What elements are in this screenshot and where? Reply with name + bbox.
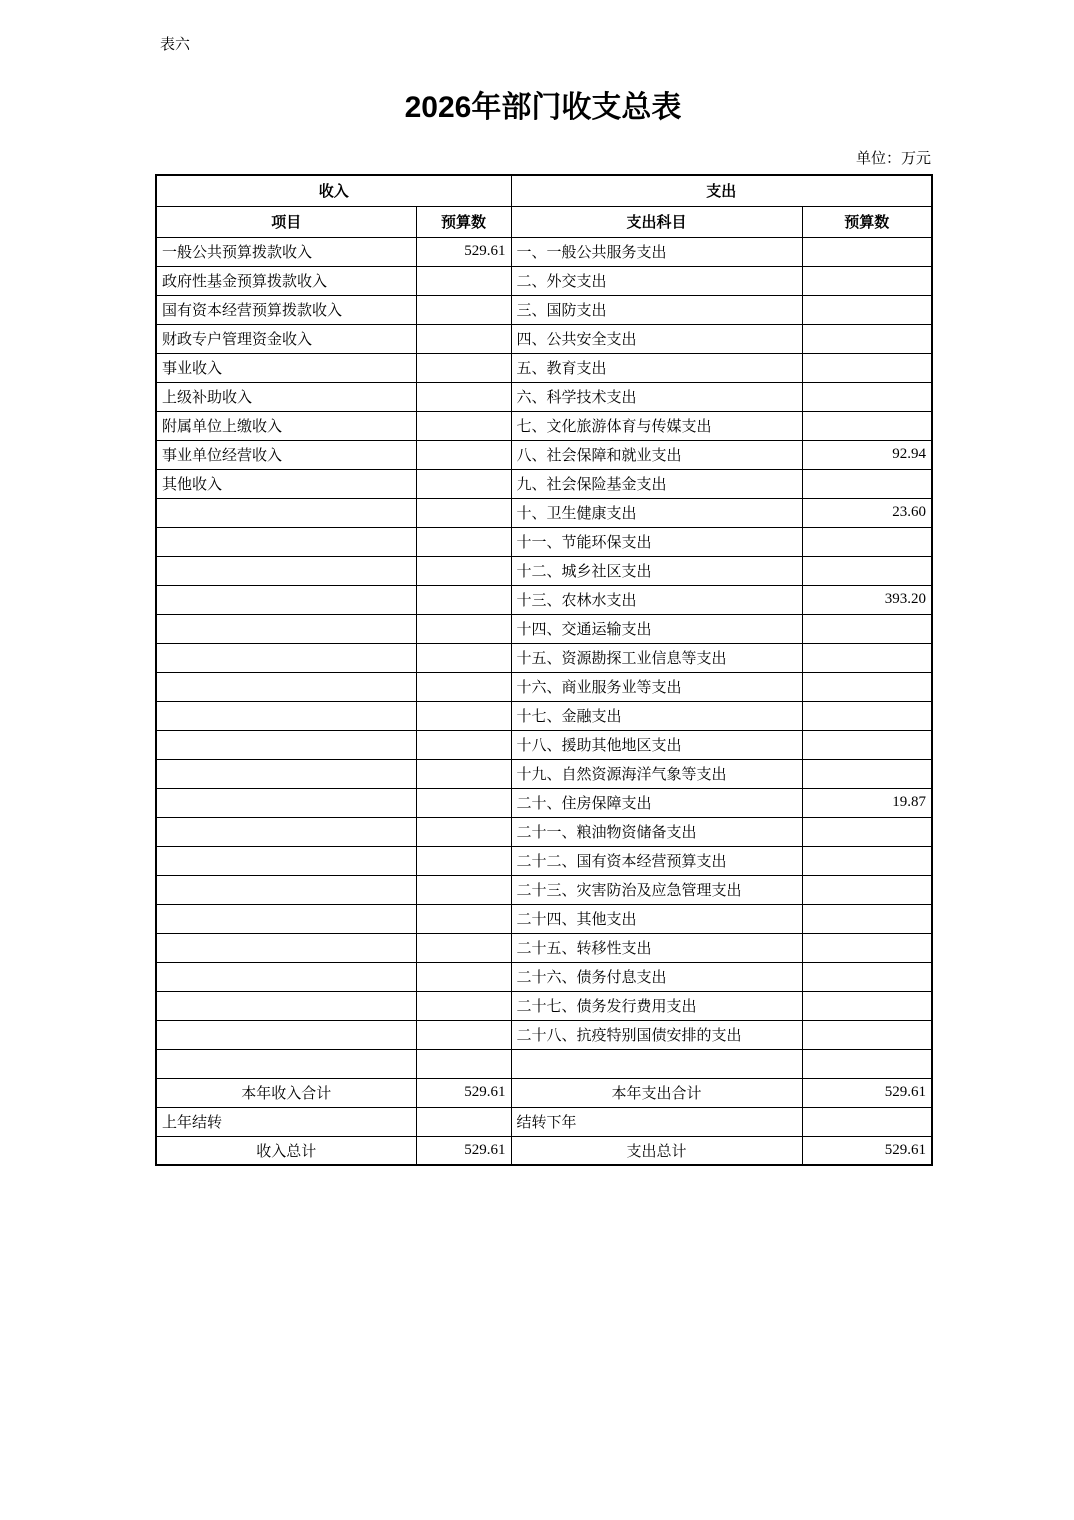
expense-item-cell: 十七、金融支出 (511, 701, 802, 730)
expense-item-cell: 二十八、抗疫特别国债安排的支出 (511, 1020, 802, 1049)
income-value-cell (416, 382, 511, 411)
expense-value-cell (802, 904, 932, 933)
table-row (156, 991, 932, 1020)
expense-value-cell (802, 353, 932, 382)
expense-item-cell: 八、社会保障和就业支出 (511, 440, 802, 469)
table-row (156, 469, 932, 498)
table-row (156, 1020, 932, 1049)
expense-item-cell: 九、社会保险基金支出 (511, 469, 802, 498)
income-value-cell (416, 904, 511, 933)
expense-item-cell: 十一、节能环保支出 (511, 527, 802, 556)
page-title: 2026年部门收支总表 (404, 91, 682, 124)
table-row (156, 730, 932, 759)
income-value-cell (416, 527, 511, 556)
income-value-cell (416, 324, 511, 353)
income-item-cell: 上级补助收入 (156, 382, 416, 411)
income-value-cell (416, 817, 511, 846)
expense-value-cell (802, 730, 932, 759)
income-value-cell (416, 991, 511, 1020)
expense-value-cell (802, 266, 932, 295)
income-value-cell: 529.61 (416, 1078, 511, 1107)
expense-item-cell: 三、国防支出 (511, 295, 802, 324)
expense-value-cell (802, 875, 932, 904)
income-item-cell (156, 817, 416, 846)
income-value-cell (416, 643, 511, 672)
table-row (156, 846, 932, 875)
income-value-cell (416, 1020, 511, 1049)
income-value-cell (416, 411, 511, 440)
table-body (156, 237, 932, 1165)
expense-value-cell (802, 556, 932, 585)
expense-item-cell: 二十五、转移性支出 (511, 933, 802, 962)
expense-value-cell (802, 469, 932, 498)
table-row (156, 817, 932, 846)
income-value-cell (416, 672, 511, 701)
table-row (156, 788, 932, 817)
income-value-cell (416, 295, 511, 324)
expense-item-cell: 二十、住房保障支出 (511, 788, 802, 817)
income-item-cell (156, 933, 416, 962)
income-item-cell: 财政专户管理资金收入 (156, 324, 416, 353)
expense-value-cell (802, 324, 932, 353)
expense-value-cell (802, 643, 932, 672)
income-value-cell: 529.61 (416, 1136, 511, 1165)
income-item-cell (156, 875, 416, 904)
income-item-cell (156, 788, 416, 817)
income-item-cell (156, 759, 416, 788)
table-row (156, 904, 932, 933)
expense-item-cell: 二十六、债务付息支出 (511, 962, 802, 991)
table-row (156, 440, 932, 469)
income-item-cell: 收入总计 (156, 1136, 416, 1165)
income-item-cell (156, 1020, 416, 1049)
income-item-cell (156, 498, 416, 527)
expense-item-cell: 支出总计 (511, 1136, 802, 1165)
expense-value-cell: 19.87 (802, 788, 932, 817)
expense-value-cell (802, 527, 932, 556)
table-row (156, 527, 932, 556)
expense-item-cell: 二十一、粮油物资储备支出 (511, 817, 802, 846)
expense-item-cell: 十九、自然资源海洋气象等支出 (511, 759, 802, 788)
income-item-cell: 国有资本经营预算拨款收入 (156, 295, 416, 324)
income-item-cell (156, 701, 416, 730)
income-value-cell (416, 730, 511, 759)
expense-value-cell (802, 817, 932, 846)
expense-item-cell (511, 1049, 802, 1078)
table-header (156, 175, 932, 237)
expense-item-cell: 二十四、其他支出 (511, 904, 802, 933)
expense-value-cell (802, 933, 932, 962)
table-row (156, 875, 932, 904)
expense-item-cell: 十六、商业服务业等支出 (511, 672, 802, 701)
expense-value-cell (802, 1107, 932, 1136)
table-row (156, 933, 932, 962)
table-row (156, 237, 932, 266)
column-header-row (156, 206, 932, 237)
table-row (156, 701, 932, 730)
income-item-cell: 其他收入 (156, 469, 416, 498)
income-item-cell (156, 991, 416, 1020)
expense-item-cell: 十、卫生健康支出 (511, 498, 802, 527)
expense-item-cell: 二、外交支出 (511, 266, 802, 295)
expense-value-cell: 393.20 (802, 585, 932, 614)
expense-value-cell (802, 759, 932, 788)
expense-value-cell (802, 991, 932, 1020)
income-value-cell (416, 788, 511, 817)
expense-value-cell (802, 1020, 932, 1049)
table-row (156, 962, 932, 991)
income-item-cell: 上年结转 (156, 1107, 416, 1136)
income-item-cell (156, 1049, 416, 1078)
table-row (156, 324, 932, 353)
expense-value-cell (802, 411, 932, 440)
income-value-cell (416, 440, 511, 469)
income-budget-header: 预算数 (416, 206, 511, 237)
expense-value-cell (802, 701, 932, 730)
expense-item-cell: 十二、城乡社区支出 (511, 556, 802, 585)
income-item-cell (156, 904, 416, 933)
expense-item-cell: 五、教育支出 (511, 353, 802, 382)
group-header-row (156, 175, 932, 206)
income-item-cell (156, 730, 416, 759)
expense-value-cell (802, 237, 932, 266)
expense-item-cell: 一、一般公共服务支出 (511, 237, 802, 266)
income-value-cell (416, 556, 511, 585)
expense-value-cell (802, 962, 932, 991)
expense-item-cell: 十三、农林水支出 (511, 585, 802, 614)
income-group-header: 收入 (156, 175, 511, 206)
expense-item-cell: 二十七、债务发行费用支出 (511, 991, 802, 1020)
income-item-cell (156, 643, 416, 672)
expense-item-cell: 四、公共安全支出 (511, 324, 802, 353)
income-item-cell (156, 614, 416, 643)
income-item-cell: 事业单位经营收入 (156, 440, 416, 469)
expense-item-cell: 十四、交通运输支出 (511, 614, 802, 643)
income-value-cell (416, 498, 511, 527)
income-item-cell (156, 585, 416, 614)
expense-item-cell: 二十二、国有资本经营预算支出 (511, 846, 802, 875)
income-value-cell (416, 1107, 511, 1136)
income-item-cell: 一般公共预算拨款收入 (156, 237, 416, 266)
table-row (156, 295, 932, 324)
expense-value-cell (802, 1049, 932, 1078)
table-row (156, 266, 932, 295)
income-item-header: 项目 (156, 206, 416, 237)
table-row (156, 672, 932, 701)
income-item-cell (156, 962, 416, 991)
table-row (156, 411, 932, 440)
expense-value-cell (802, 614, 932, 643)
expense-item-cell: 本年支出合计 (511, 1078, 802, 1107)
income-item-cell (156, 846, 416, 875)
expense-item-cell: 二十三、灾害防治及应急管理支出 (511, 875, 802, 904)
expense-item-cell: 六、科学技术支出 (511, 382, 802, 411)
table-row (156, 498, 932, 527)
table-row (156, 1049, 932, 1078)
expense-value-cell (802, 846, 932, 875)
income-value-cell (416, 875, 511, 904)
income-value-cell: 529.61 (416, 237, 511, 266)
table-row (156, 759, 932, 788)
income-item-cell: 本年收入合计 (156, 1078, 416, 1107)
table-row (156, 556, 932, 585)
income-value-cell (416, 353, 511, 382)
income-value-cell (416, 1049, 511, 1078)
expense-budget-header: 预算数 (802, 206, 932, 237)
expense-value-cell (802, 295, 932, 324)
income-value-cell (416, 585, 511, 614)
income-value-cell (416, 962, 511, 991)
income-value-cell (416, 266, 511, 295)
expense-group-header: 支出 (511, 175, 932, 206)
table-row (156, 585, 932, 614)
summary-row (156, 1078, 932, 1107)
income-item-cell: 事业收入 (156, 353, 416, 382)
income-value-cell (416, 933, 511, 962)
income-value-cell (416, 701, 511, 730)
expense-value-cell: 529.61 (802, 1078, 932, 1107)
income-item-cell (156, 672, 416, 701)
table-row (156, 382, 932, 411)
table-row (156, 614, 932, 643)
income-value-cell (416, 759, 511, 788)
table-row (156, 643, 932, 672)
expense-value-cell: 23.60 (802, 498, 932, 527)
income-item-cell (156, 556, 416, 585)
expense-value-cell: 92.94 (802, 440, 932, 469)
expense-item-cell: 十五、资源勘探工业信息等支出 (511, 643, 802, 672)
income-item-cell (156, 527, 416, 556)
income-value-cell (416, 846, 511, 875)
summary-row (156, 1107, 932, 1136)
unit-note: 单位：万元 (855, 151, 931, 167)
expense-item-cell: 十八、援助其他地区支出 (511, 730, 802, 759)
income-item-cell: 政府性基金预算拨款收入 (156, 266, 416, 295)
table-number-label: 表六 (160, 37, 191, 53)
expense-value-cell: 529.61 (802, 1136, 932, 1165)
expense-item-cell: 结转下年 (511, 1107, 802, 1136)
expense-value-cell (802, 672, 932, 701)
table-row (156, 353, 932, 382)
expense-item-cell: 七、文化旅游体育与传媒支出 (511, 411, 802, 440)
expense-value-cell (802, 382, 932, 411)
expense-item-header: 支出科目 (511, 206, 802, 237)
income-item-cell: 附属单位上缴收入 (156, 411, 416, 440)
summary-row (156, 1136, 932, 1165)
budget-table (155, 174, 933, 1166)
income-value-cell (416, 614, 511, 643)
income-value-cell (416, 469, 511, 498)
